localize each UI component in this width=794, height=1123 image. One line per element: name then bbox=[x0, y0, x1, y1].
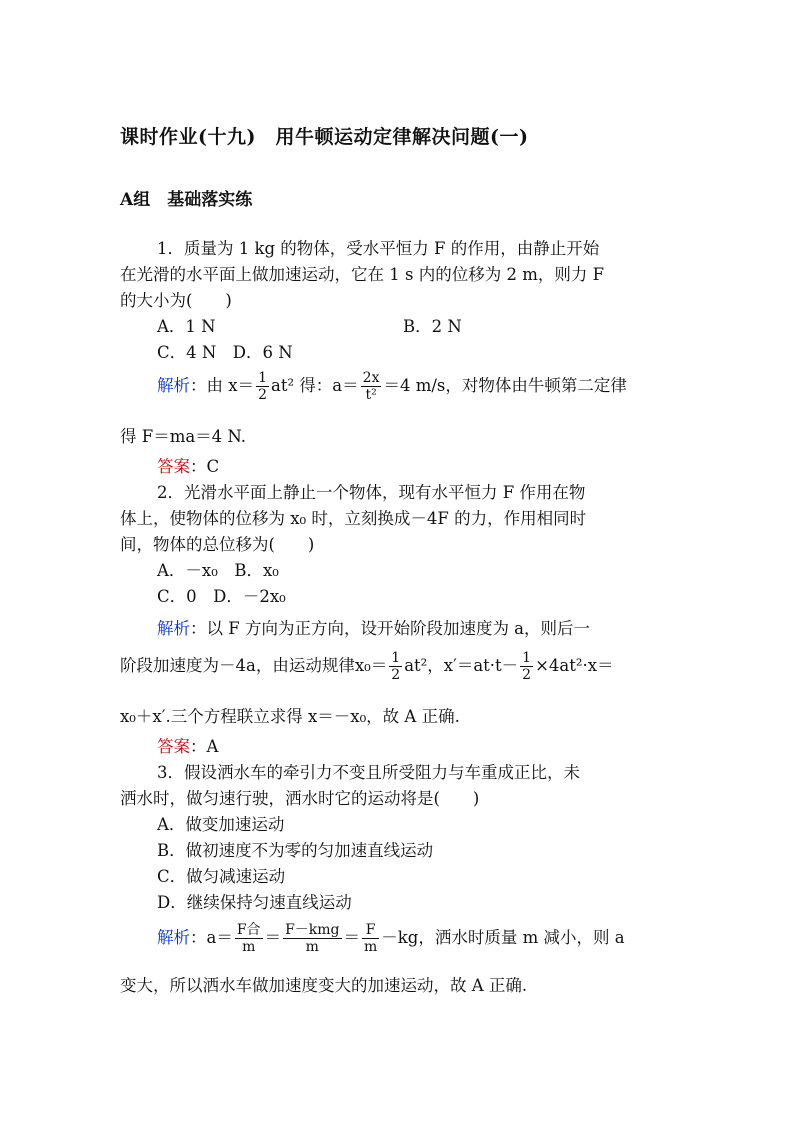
q2-line-1: 2．光滑水平面上静止一个物体，现有水平恒力 F 作用在物 bbox=[157, 483, 586, 502]
fraction: $\frac{F}{m}$ bbox=[364, 922, 378, 955]
q3-option-c: C．做匀减速运动 bbox=[157, 867, 286, 886]
q2-line-2: 体上，使物体的位移为 x₀ 时，立刻换成－4F 的力，作用相同时 bbox=[120, 509, 587, 528]
q3-line-2: 洒水时，做匀速行驶，洒水时它的运动将是( ) bbox=[120, 789, 480, 808]
q1-analysis-line-2: 得 F＝ma＝4 N. bbox=[120, 427, 247, 446]
q2-option-cd: C．0 D．－2x₀ bbox=[157, 587, 286, 606]
fraction: $\frac{2x}{\text{t²}}$ bbox=[362, 370, 380, 403]
q1-analysis-label: 解析 bbox=[157, 376, 190, 395]
q2-analysis-line-2: 阶段加速度为－4a，由运动规律x₀＝ $\frac{1}{2}$ at²，x′＝at·t－ $\frac{1}{2}$ ×4at²·x＝ bbox=[120, 650, 614, 683]
q1-option-b: B．2 N bbox=[403, 317, 462, 336]
q2-analysis-label: 解析 bbox=[157, 619, 190, 638]
q3-option-a: A．做变加速运动 bbox=[157, 815, 285, 834]
q1-answer: 答案：C bbox=[157, 457, 220, 476]
section-heading: A组 基础落实练 bbox=[120, 190, 253, 210]
q3-analysis: 解析：a＝ $\frac{\text{F合}}{m}$ ＝ $\frac{\text{F－kmg}}{m}$ ＝ $\frac{F}{m}$ －kg，洒水时质量 m 减小，则 a bbox=[157, 922, 625, 955]
q1-analysis: 解析：由 x＝ $\frac{1}{2}$ at² 得：a＝ $\frac{2x}{\text{t²}}$ ＝4 m/s，对物体由牛顿第二定律 bbox=[157, 370, 627, 403]
q2-answer-label: 答案 bbox=[157, 737, 190, 756]
q2-analysis: 解析：以 F 方向为正方向，设开始阶段加速度为 a，则后一 bbox=[157, 619, 591, 638]
fraction: $\frac{\text{F合}}{m}$ bbox=[236, 922, 261, 955]
q3-analysis-line-2: 变大，所以洒水车做加速度变大的加速运动，故 A 正确. bbox=[120, 976, 528, 995]
q1-option-cd: C．4 N D．6 N bbox=[157, 343, 293, 362]
q2-answer: 答案：A bbox=[157, 737, 219, 756]
page-title: 课时作业(十九) 用牛顿运动定律解决问题(一) bbox=[120, 126, 529, 148]
fraction: $\frac{1}{2}$ bbox=[258, 370, 267, 403]
fraction: $\frac{\text{F－kmg}}{m}$ bbox=[285, 922, 340, 955]
q3-line-1: 3．假设洒水车的牵引力不变且所受阻力与车重成正比，未 bbox=[157, 763, 580, 782]
q2-option-ab: A．－x₀ B．x₀ bbox=[157, 561, 279, 580]
q1-line-2: 在光滑的水平面上做加速运动，它在 1 s 内的位移为 2 m，则力 F bbox=[120, 265, 605, 284]
q3-option-b: B．做初速度不为零的匀加速直线运动 bbox=[157, 841, 434, 860]
q3-option-d: D．继续保持匀速直线运动 bbox=[157, 893, 352, 912]
fraction: $\frac{1}{2}$ bbox=[522, 650, 532, 683]
q1-option-a: A．1 N bbox=[157, 317, 216, 336]
q2-analysis-line-3: x₀＋x′.三个方程联立求得 x＝－x₀，故 A 正确. bbox=[120, 707, 460, 726]
q1-line-1: 1．质量为 1 kg 的物体，受水平恒力 F 的作用，由静止开始 bbox=[157, 239, 600, 258]
q2-line-3: 间，物体的总位移为( ) bbox=[120, 535, 315, 554]
q1-answer-label: 答案 bbox=[157, 457, 190, 476]
fraction: $\frac{1}{2}$ bbox=[391, 650, 401, 683]
q3-analysis-label: 解析 bbox=[157, 928, 190, 947]
q1-line-3: 的大小为( ) bbox=[120, 291, 232, 310]
